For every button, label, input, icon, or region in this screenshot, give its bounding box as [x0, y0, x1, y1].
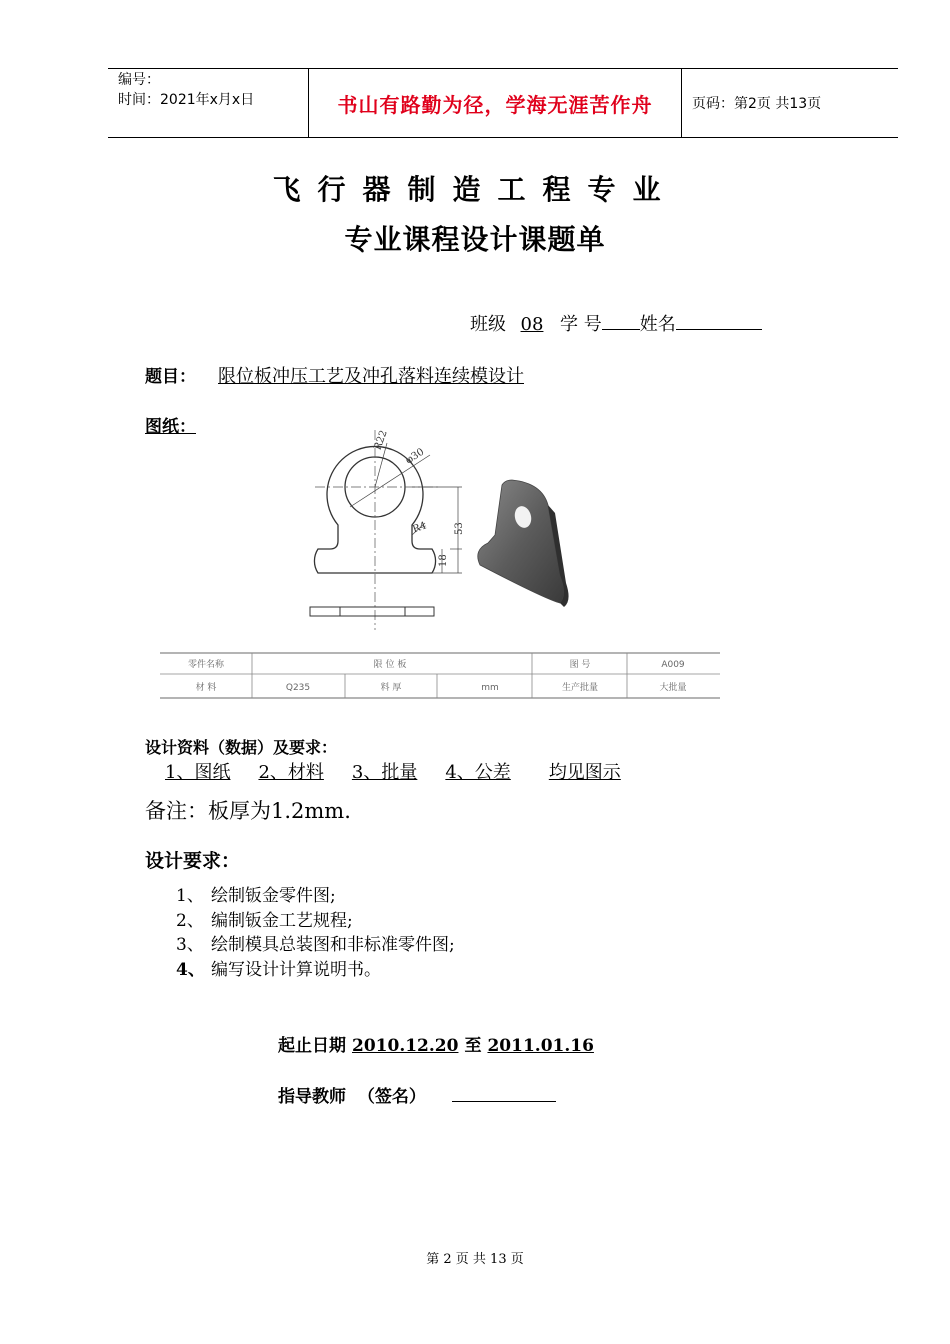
design-item-material: 2、材料 [258, 762, 324, 783]
date-start: 2010.12.20 [352, 1036, 459, 1056]
part-info-table [160, 653, 720, 698]
header-info-cell [108, 69, 309, 137]
requirement-num: 3、 [176, 935, 204, 955]
design-data-items [145, 758, 621, 784]
dim-18: 18 [438, 554, 449, 567]
table-material-value: Q235 [285, 683, 311, 693]
class-label: 班级 [470, 314, 506, 335]
thickness-note: 备注：板厚为1.2mm. [145, 799, 351, 823]
topic-label: 题目： [145, 367, 196, 387]
requirement-num: 2、 [176, 910, 204, 931]
time-label: 时间：2021年x月x日 [118, 92, 255, 108]
design-item-batch: 3、批量 [351, 762, 418, 783]
doc-title-major: 飞行器制造工程专业 [272, 173, 678, 206]
table-thickness-value: mm [481, 683, 499, 693]
teacher-signature-blank [452, 1083, 556, 1102]
student-name-label: 姓名 [639, 314, 676, 335]
dim-53: 53 [454, 522, 465, 535]
table-drawing-no-label: 图 号 [569, 660, 591, 670]
student-number-blank [602, 311, 640, 330]
teacher-label: 指导教师 （签名） [278, 1087, 426, 1107]
table-drawing-no-value: A009 [661, 660, 685, 670]
page-indicator: 页码：第2页 共13页 [692, 96, 822, 112]
dim-phi30: φ30 [403, 446, 427, 467]
requirements-list [176, 884, 455, 982]
date-to: 至 [464, 1036, 482, 1056]
requirements-label: 设计要求： [145, 850, 241, 872]
requirement-text: 绘制模具总装图和非标准零件图; [211, 935, 455, 955]
table-part-name-label: 零件名称 [187, 660, 225, 670]
part-drawing-figure [150, 425, 730, 705]
header-motto: 书山有路勤为径，学海无涯苦作舟 [337, 92, 653, 117]
table-batch-value: 大批量 [659, 683, 687, 693]
topic-value: 限位板冲压工艺及冲孔落料连续模设计 [218, 366, 524, 387]
teacher-sign-line [278, 1082, 556, 1107]
page-footer: 第 2 页 共 13 页 [426, 1252, 524, 1267]
part-3d-view-image [478, 480, 569, 607]
design-data-label: 设计资料（数据）及要求： [145, 738, 338, 757]
requirement-num: 1、 [176, 886, 204, 906]
date-end: 2011.01.16 [487, 1036, 594, 1056]
requirement-text: 编制钣金工艺规程; [211, 910, 353, 931]
header-motto-cell [309, 69, 682, 137]
table-thickness-label: 料 厚 [380, 683, 402, 693]
dim-r4: R4 [411, 520, 429, 536]
dim-r22: R22 [372, 428, 390, 452]
date-range-line [278, 1031, 600, 1056]
requirement-text: 绘制钣金零件图; [211, 886, 336, 906]
doc-title-sub: 专业课程设计课题单 [344, 223, 606, 256]
part-side-view [310, 607, 434, 616]
requirement-text: 编写设计计算说明书。 [211, 959, 381, 980]
student-info-line [470, 310, 762, 336]
design-item-see-figure: 均见图示 [548, 762, 621, 783]
header-page-cell [682, 69, 898, 137]
date-range-label: 起止日期 [278, 1036, 346, 1056]
design-item-tolerance: 4、公差 [445, 762, 511, 783]
requirement-num: 4、 [176, 959, 205, 980]
requirement-item [176, 909, 455, 934]
student-name-blank [676, 311, 762, 330]
topic-line [145, 362, 524, 388]
code-label: 编号： [118, 72, 160, 88]
student-number-label: 学 号 [560, 314, 602, 335]
design-item-drawing: 1、图纸 [165, 762, 231, 783]
requirement-item [176, 884, 455, 909]
table-batch-label: 生产批量 [561, 683, 599, 693]
requirement-item [176, 958, 455, 983]
table-part-name-value: 限 位 板 [373, 660, 407, 670]
drawing-label: 图纸： [145, 417, 196, 437]
class-value: 08 [520, 314, 544, 335]
page-header [108, 68, 898, 138]
requirement-item [176, 933, 455, 958]
table-material-label: 材 料 [195, 683, 217, 693]
